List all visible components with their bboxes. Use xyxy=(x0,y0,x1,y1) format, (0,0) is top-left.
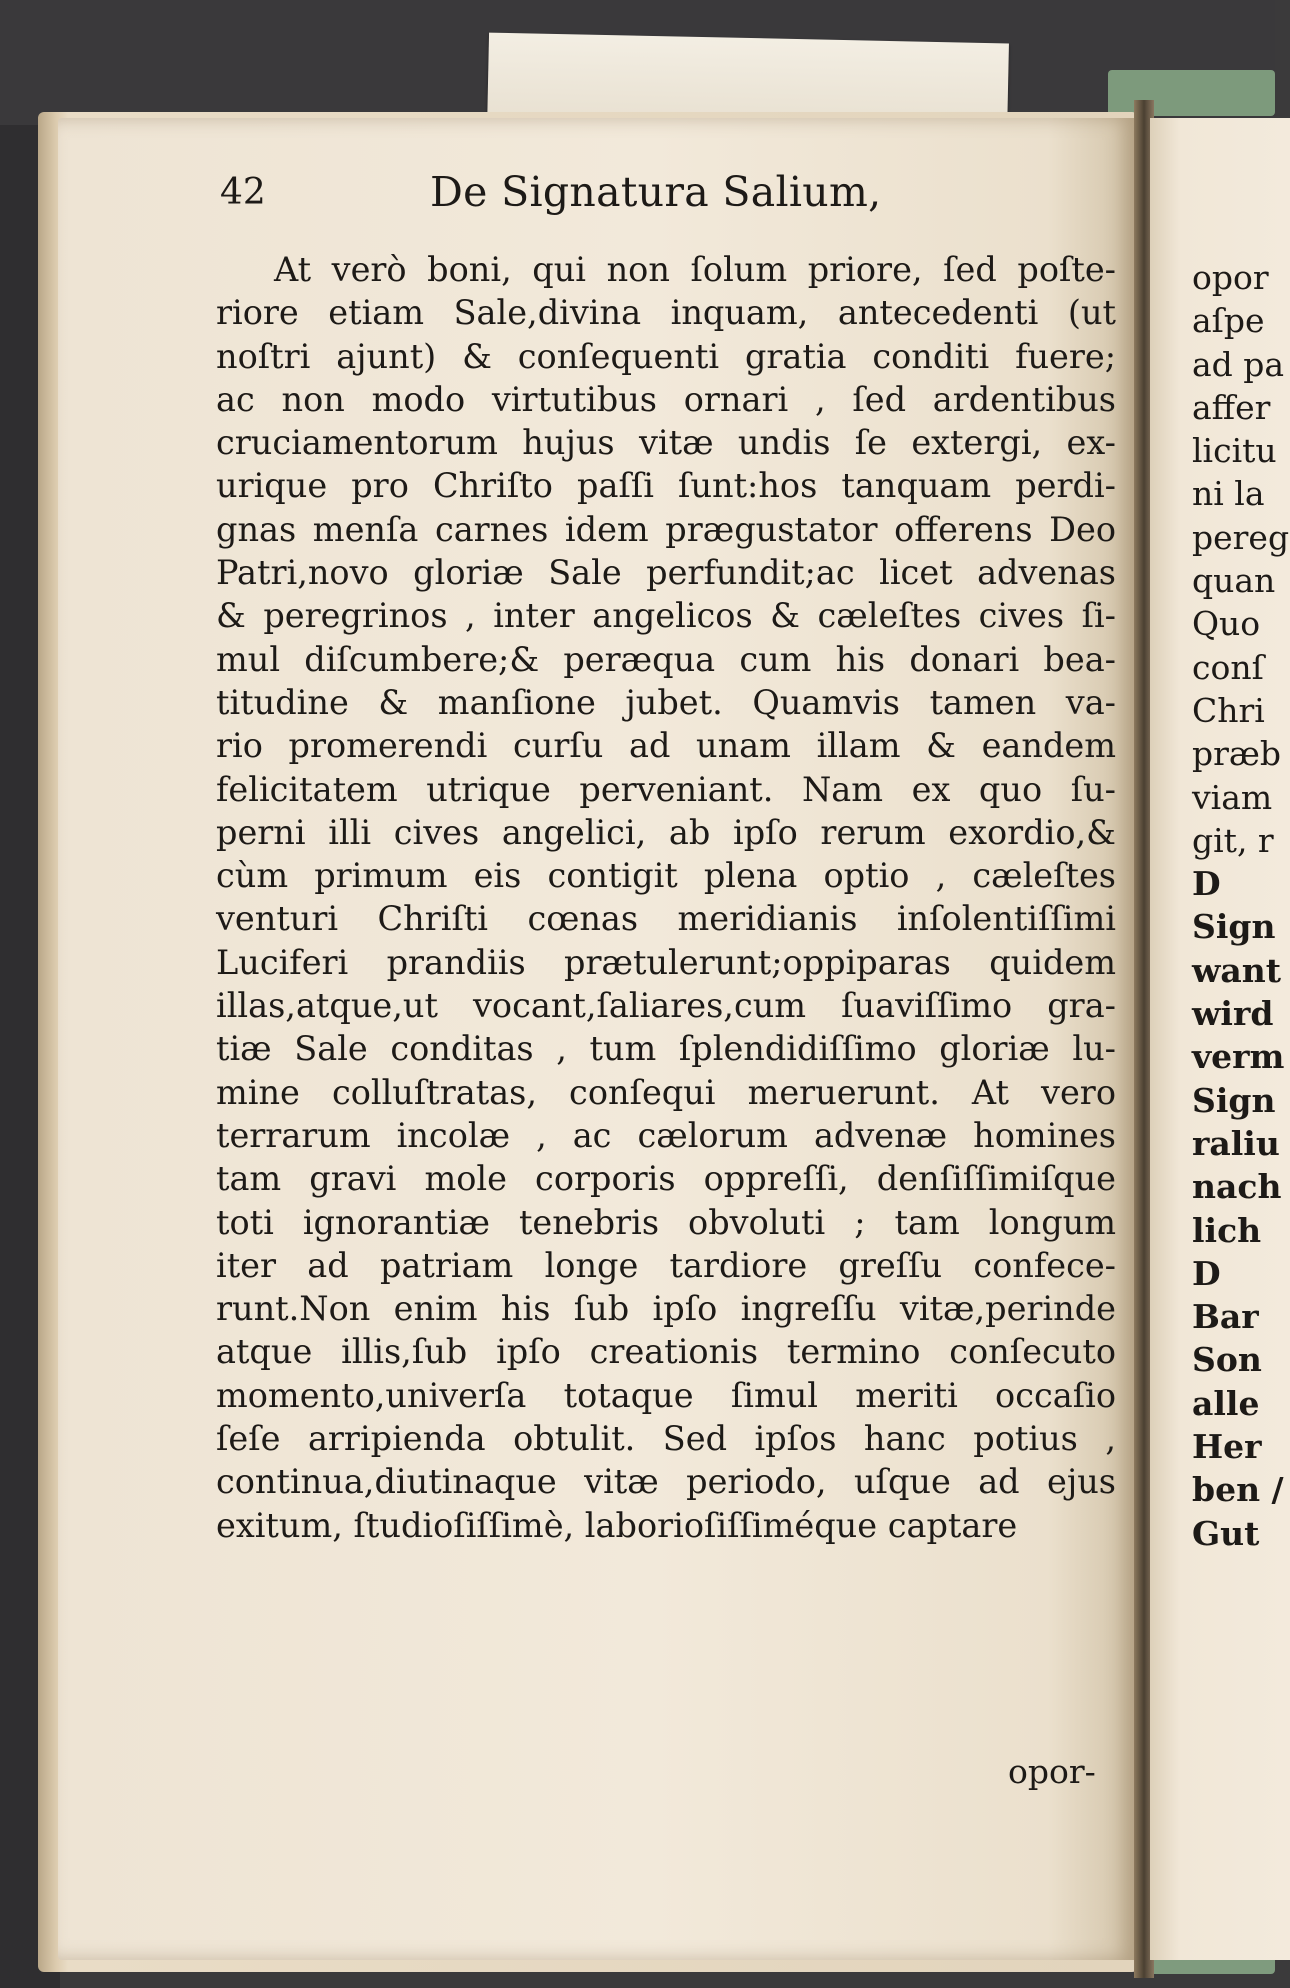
text-line: iter ad patriam longe tardiore greſſu confece- xyxy=(216,1245,1116,1285)
text-line: momento,univerſa totaque ſimul meriti occaſio xyxy=(216,1375,1116,1415)
facing-text-line: opor xyxy=(1192,258,1269,297)
facing-page-text xyxy=(1192,256,1290,1555)
facing-text-line: Sign xyxy=(1192,1080,1276,1120)
facing-text-line: quan xyxy=(1192,561,1276,601)
facing-text-line: præb xyxy=(1192,734,1282,774)
text-line: cùm primum eis contigit plena optio , cæleſtes xyxy=(216,856,1116,896)
facing-text-line: ni la xyxy=(1192,474,1265,514)
facing-text-line: want xyxy=(1192,950,1282,990)
text-line: cruciamentorum hujus vitæ undis ſe extergi, ex- xyxy=(216,423,1116,463)
text-line: tiæ Sale conditas , tum ſplendidiſſimo gloriæ lu- xyxy=(216,1029,1116,1069)
facing-text-line: raliu xyxy=(1192,1123,1280,1163)
facing-text-line: conſ xyxy=(1192,647,1264,687)
facing-text-line: ad pa xyxy=(1192,344,1285,384)
facing-text-line: git, r xyxy=(1192,820,1274,860)
facing-text-line: wird xyxy=(1192,994,1274,1034)
text-line: noſtri ajunt) & conſequenti gratia conditi fuere; xyxy=(216,336,1116,376)
text-line: At verò boni, qui non ſolum priore, ſed poſte- xyxy=(274,250,1116,289)
facing-text-line: D xyxy=(1192,864,1221,904)
facing-text-line: nach xyxy=(1192,1167,1282,1207)
text-line: mul diſcumbere;& peræqua cum his donari bea- xyxy=(216,639,1116,679)
text-line: & peregrinos , inter angelicos & cæleſtes cives ſi- xyxy=(216,596,1116,636)
text-line: Luciferi prandiis prætulerunt;oppiparas quidem xyxy=(216,942,1116,982)
text-line: atque illis,ſub ipſo creationis termino conſecuto xyxy=(216,1332,1116,1372)
text-line: runt.Non enim his ſub ipſo ingreſſu vitæ,perinde xyxy=(216,1289,1116,1329)
page-header xyxy=(216,168,1116,220)
text-line: mine colluſtratas, conſequi meruerunt. At vero xyxy=(216,1072,1116,1112)
facing-text-line: alle xyxy=(1192,1383,1260,1423)
page-number: 42 xyxy=(220,172,266,213)
text-line: toti ignorantiæ tenebris obvoluti ; tam longum xyxy=(216,1202,1116,1242)
text-line: gnas menſa carnes idem prægustator offerens Deo xyxy=(216,509,1116,549)
facing-text-line: Her xyxy=(1192,1427,1262,1467)
text-line: venturi Chriſti cœnas meridianis inſolentiſſimi xyxy=(216,899,1116,939)
text-line: rio promerendi curſu ad unam illam & eandem xyxy=(216,726,1116,766)
facing-text-line: Son xyxy=(1192,1340,1262,1380)
text-line: riore etiam Sale,divina inquam, antecedenti (ut xyxy=(216,293,1116,333)
text-line: titudine & manſione jubet. Quamvis tamen va- xyxy=(216,682,1116,722)
text-line: felicitatem utrique perveniant. Nam ex quo ſu- xyxy=(216,769,1116,809)
text-line: perni illi cives angelici, ab ipſo rerum exordio,& xyxy=(216,812,1116,852)
text-line: tam gravi mole corporis oppreſſi, denſiſſimiſque xyxy=(216,1159,1116,1199)
text-line: ſeſe arripienda obtulit. Sed ipſos hanc potius , xyxy=(216,1419,1116,1459)
text-line: urique pro Chriſto paſſi ſunt:hos tanquam perdi- xyxy=(216,466,1116,506)
facing-text-line: pereg xyxy=(1192,517,1290,557)
body-text xyxy=(216,248,1116,1547)
catchword: opor- xyxy=(1008,1752,1096,1791)
facing-text-line: Sign xyxy=(1192,907,1276,947)
facing-text-line: D xyxy=(1192,1253,1221,1293)
text-line: terrarum incolæ , ac cælorum advenæ homines xyxy=(216,1115,1116,1155)
facing-text-line: Chri xyxy=(1192,690,1265,730)
facing-text-line: verm xyxy=(1192,1037,1285,1077)
facing-text-line: Bar xyxy=(1192,1297,1259,1337)
facing-text-line: aſpe xyxy=(1192,301,1265,341)
facing-text-line: lich xyxy=(1192,1210,1262,1250)
facing-text-line: ben / xyxy=(1192,1470,1284,1510)
facing-text-line: affer xyxy=(1192,387,1271,427)
text-line: illas,atque,ut vocant,ſaliares,cum ſuaviſſimo gra- xyxy=(216,986,1116,1026)
facing-text-line: licitu xyxy=(1192,431,1277,471)
facing-text-line: Quo xyxy=(1192,604,1261,644)
running-head: De Signatura Salium, xyxy=(430,168,882,216)
text-line: ac non modo virtutibus ornari , ſed ardentibus xyxy=(216,379,1116,419)
text-line: Patri,novo gloriæ Sale perfundit;ac licet advenas xyxy=(216,553,1116,593)
text-line: continua,diutinaque vitæ periodo, uſque ad ejus xyxy=(216,1462,1116,1502)
facing-text-line: viam xyxy=(1192,777,1273,817)
facing-text-line: Gut xyxy=(1192,1513,1260,1553)
text-line: exitum, ſtudioſiſſimè, laborioſiſſiméque captare xyxy=(216,1505,1018,1545)
